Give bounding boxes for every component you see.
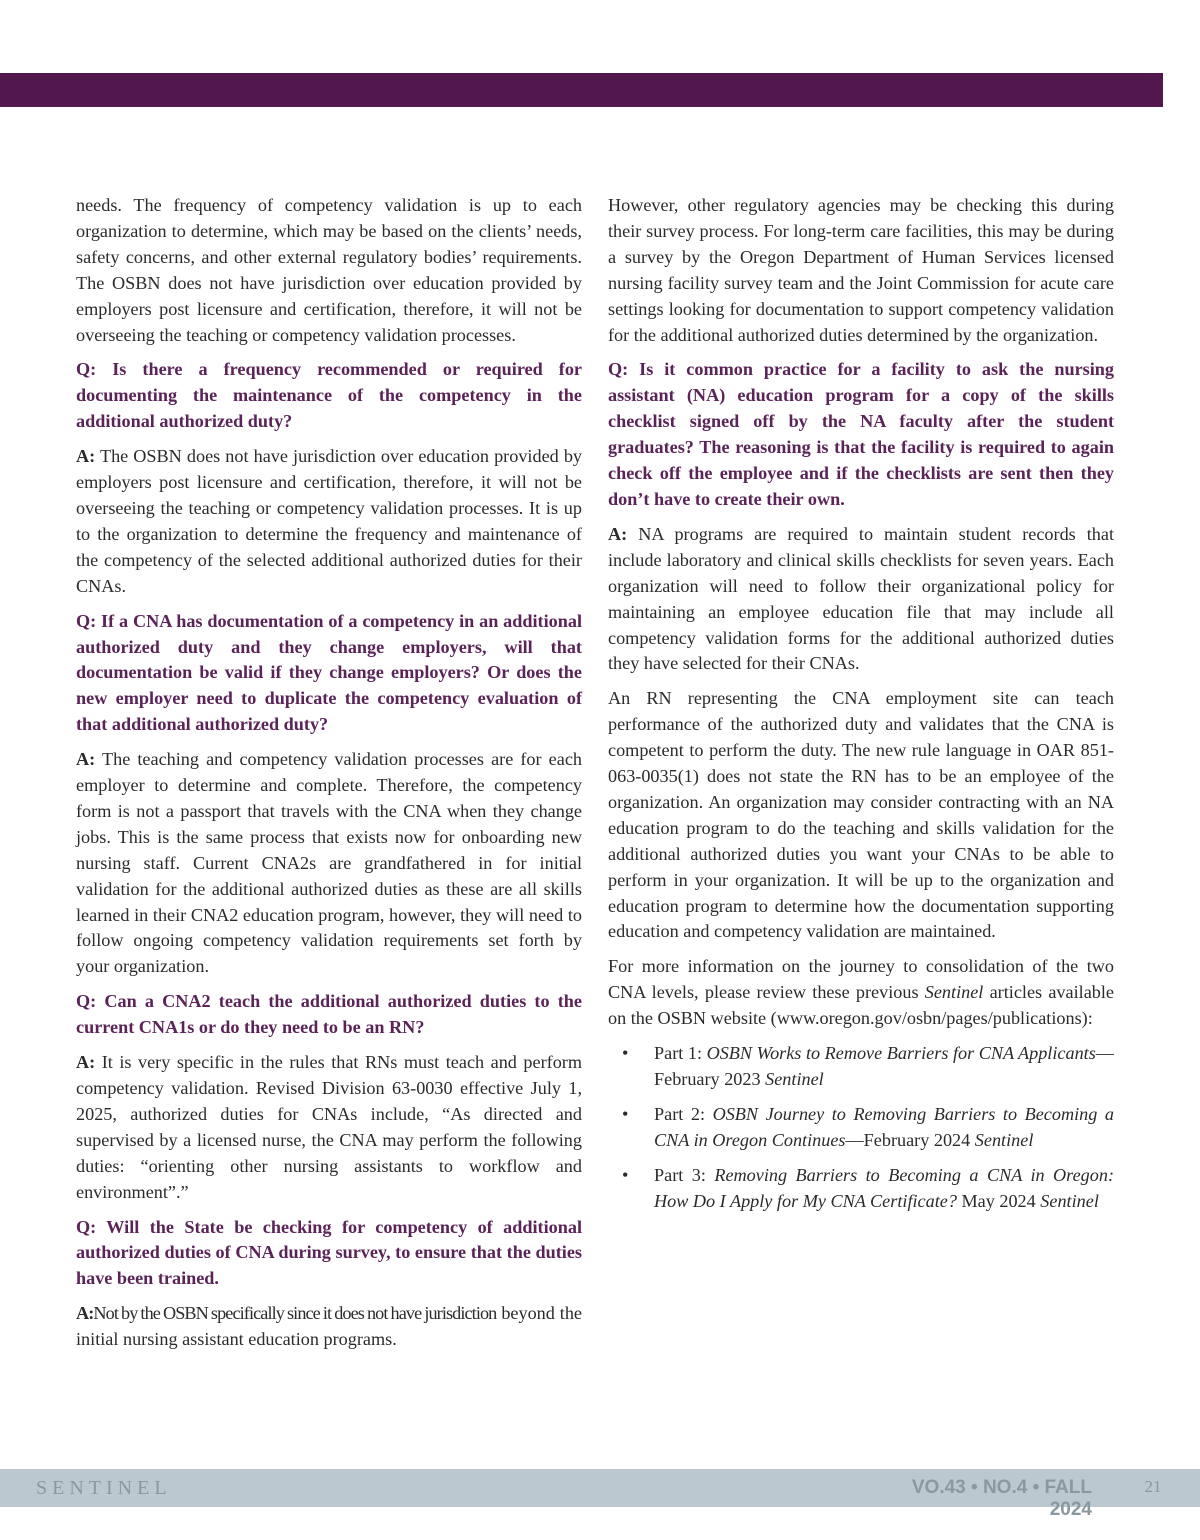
bullet-icon: • (622, 1103, 629, 1124)
question: Q: Can a CNA2 teach the additional authorized duties to the current CNA1s or do they need to be an RN? (76, 991, 582, 1038)
right-column (608, 193, 1114, 1224)
article-title: OSBN Works to Remove Barriers for CNA Applicants (706, 1043, 1096, 1064)
publication-name: Sentinel (924, 982, 984, 1003)
paragraph-text: For more information on the journey to consolidation of the two CNA levels, please review these previous (608, 956, 1114, 1003)
left-column (76, 193, 582, 1362)
issue-label: VO.43 • NO.4 • FALL 2024 (911, 1477, 1092, 1520)
question: Q: Is there a frequency recommended or required for documenting the maintenance of the competency in the additional authorized duty? (76, 359, 582, 432)
publication-name: Sentinel (1040, 1190, 1099, 1211)
article-date: May 2024 (961, 1190, 1036, 1211)
part-label: Part 1: (654, 1043, 702, 1064)
answer-label: A: (76, 749, 96, 770)
article-date: —February 2023 (654, 1043, 1114, 1089)
article-title: OSBN Journey to Removing Barriers to Becoming a CNA in Oregon Continues (654, 1103, 1114, 1150)
bullet-icon: • (622, 1043, 629, 1064)
answer-first-line (76, 1303, 496, 1323)
paragraph: However, other regulatory agencies may be checking this during their survey process. For long-term care facilities, this may be during a survey by the Oregon Department of Human Services licensed nursing facility survey team and the Joint Commission for acute care settings looking for documentation to support competency validation for the additional authorized duties determined by the organization. (608, 195, 1114, 345)
list-item (608, 1102, 1114, 1154)
part-label: Part 2: (654, 1103, 706, 1124)
page-number: 21 (1144, 1477, 1162, 1496)
paragraph-text: articles available on the OSBN website (www.oregon.gov/osbn/pages/publications): (608, 982, 1115, 1029)
question: Q: Will the State be checking for competency of additional authorized duties of CNA during survey, to ensure that the duties have been trained. (76, 1216, 582, 1289)
answer-text: The teaching and competency validation processes are for each employer to determine and complete. Therefore, the competency form is not a passport that travels with the CNA when they change jobs. This is the same process that exists now for onboarding new nursing staff. Current CNA2s are grandfathered in for initial validation for the additional authorized duties as these are all skills learned in their CNA2 education program, however, they will need to follow ongoing competency validation requirements set forth by your organization. (76, 749, 582, 977)
paragraph (608, 954, 1114, 1032)
publication-brand: SENTINEL (36, 1477, 172, 1499)
part-label: Part 3: (654, 1164, 706, 1185)
article-date: —February 2024 (845, 1129, 971, 1150)
answer-text: NA programs are required to maintain student records that include laboratory and clinical skills checklists for seven years. Each organization will need to follow their organizational policy for maintaining an employee education file that may include all competency validation forms for the additional authorized duties they have selected for their CNAs. (608, 523, 1115, 674)
question: Q: If a CNA has documentation of a competency in an additional authorized duty and they change employers, will that documentation be valid if they change employers? Or does the new employer need to duplicate the competency evaluation of that additional authorized duty? (76, 610, 582, 735)
answer (76, 444, 582, 599)
answer-label: A: (76, 446, 96, 467)
footer-band (0, 1469, 1200, 1520)
answer (76, 1050, 582, 1205)
paragraph: An RN representing the CNA employment site can teach performance of the authorized duty and validates that the CNA is competent to perform the duty. The new rule language in OAR 851-063-0035(1) does not state the RN has to be an employee of the organization. An organization may consider contracting with an NA education program to do the teaching and skills validation for the additional authorized duties you want your CNAs to be able to perform in your organization. It will be up to the organization and education program to determine how the documentation supporting education and competency validation are maintained. (608, 688, 1114, 942)
paragraph: needs. The frequency of competency validation is up to each organization to determine, which may be based on the clients’ needs, safety concerns, and other external regulatory bodies’ requirements. The OSBN does not have jurisdiction over education provided by employers post licensure and certification, therefore, it will not be overseeing the teaching or competency validation processes. (76, 195, 582, 345)
list-item (608, 1163, 1114, 1215)
answer (76, 747, 582, 980)
question: Q: Is it common practice for a facility to ask the nursing assistant (NA) education program for a copy of the skills checklist signed off by the NA faculty after the student graduates? The reasoning is that the facility is required to again check off the employee and if the checklists are sent then they don’t have to create their own. (608, 359, 1114, 509)
bullet-icon: • (622, 1164, 629, 1185)
answer-text: The OSBN does not have jurisdiction over education provided by employers post licensure and certification, therefore, it will not be overseeing the teaching or competency validation processes. It is up to the organization to determine the frequency and maintenance of the competency of the selected additional authorized duties for their CNAs. (76, 446, 583, 596)
list-item (608, 1041, 1114, 1093)
article-title: Removing Barriers to Becoming a CNA in Oregon: How Do I Apply for My CNA Certificate? (654, 1164, 1114, 1211)
publication-name: Sentinel (765, 1069, 824, 1089)
article-list (608, 1041, 1114, 1214)
answer-label: A: (608, 523, 628, 544)
answer-label: A: (76, 1303, 94, 1324)
answer-label: A: (76, 1052, 96, 1073)
answer (608, 522, 1114, 677)
answer-text: beyond the initial nursing assistant education programs. (76, 1303, 583, 1350)
publication-name: Sentinel (974, 1129, 1034, 1150)
answer (76, 1301, 582, 1353)
answer-text: Not by the OSBN specifically since it does not have jurisdiction (93, 1303, 497, 1324)
header-band (0, 73, 1163, 107)
answer-text: It is very specific in the rules that RNs must teach and perform competency validation. Revised Division 63-0030 effective July 1, 2025, authorized duties for CNAs include, “As directed and supervised by a licensed nurse, the CNA may perform the following duties: “orienting other nursing assistants to workflow and environment”.” (76, 1052, 582, 1202)
